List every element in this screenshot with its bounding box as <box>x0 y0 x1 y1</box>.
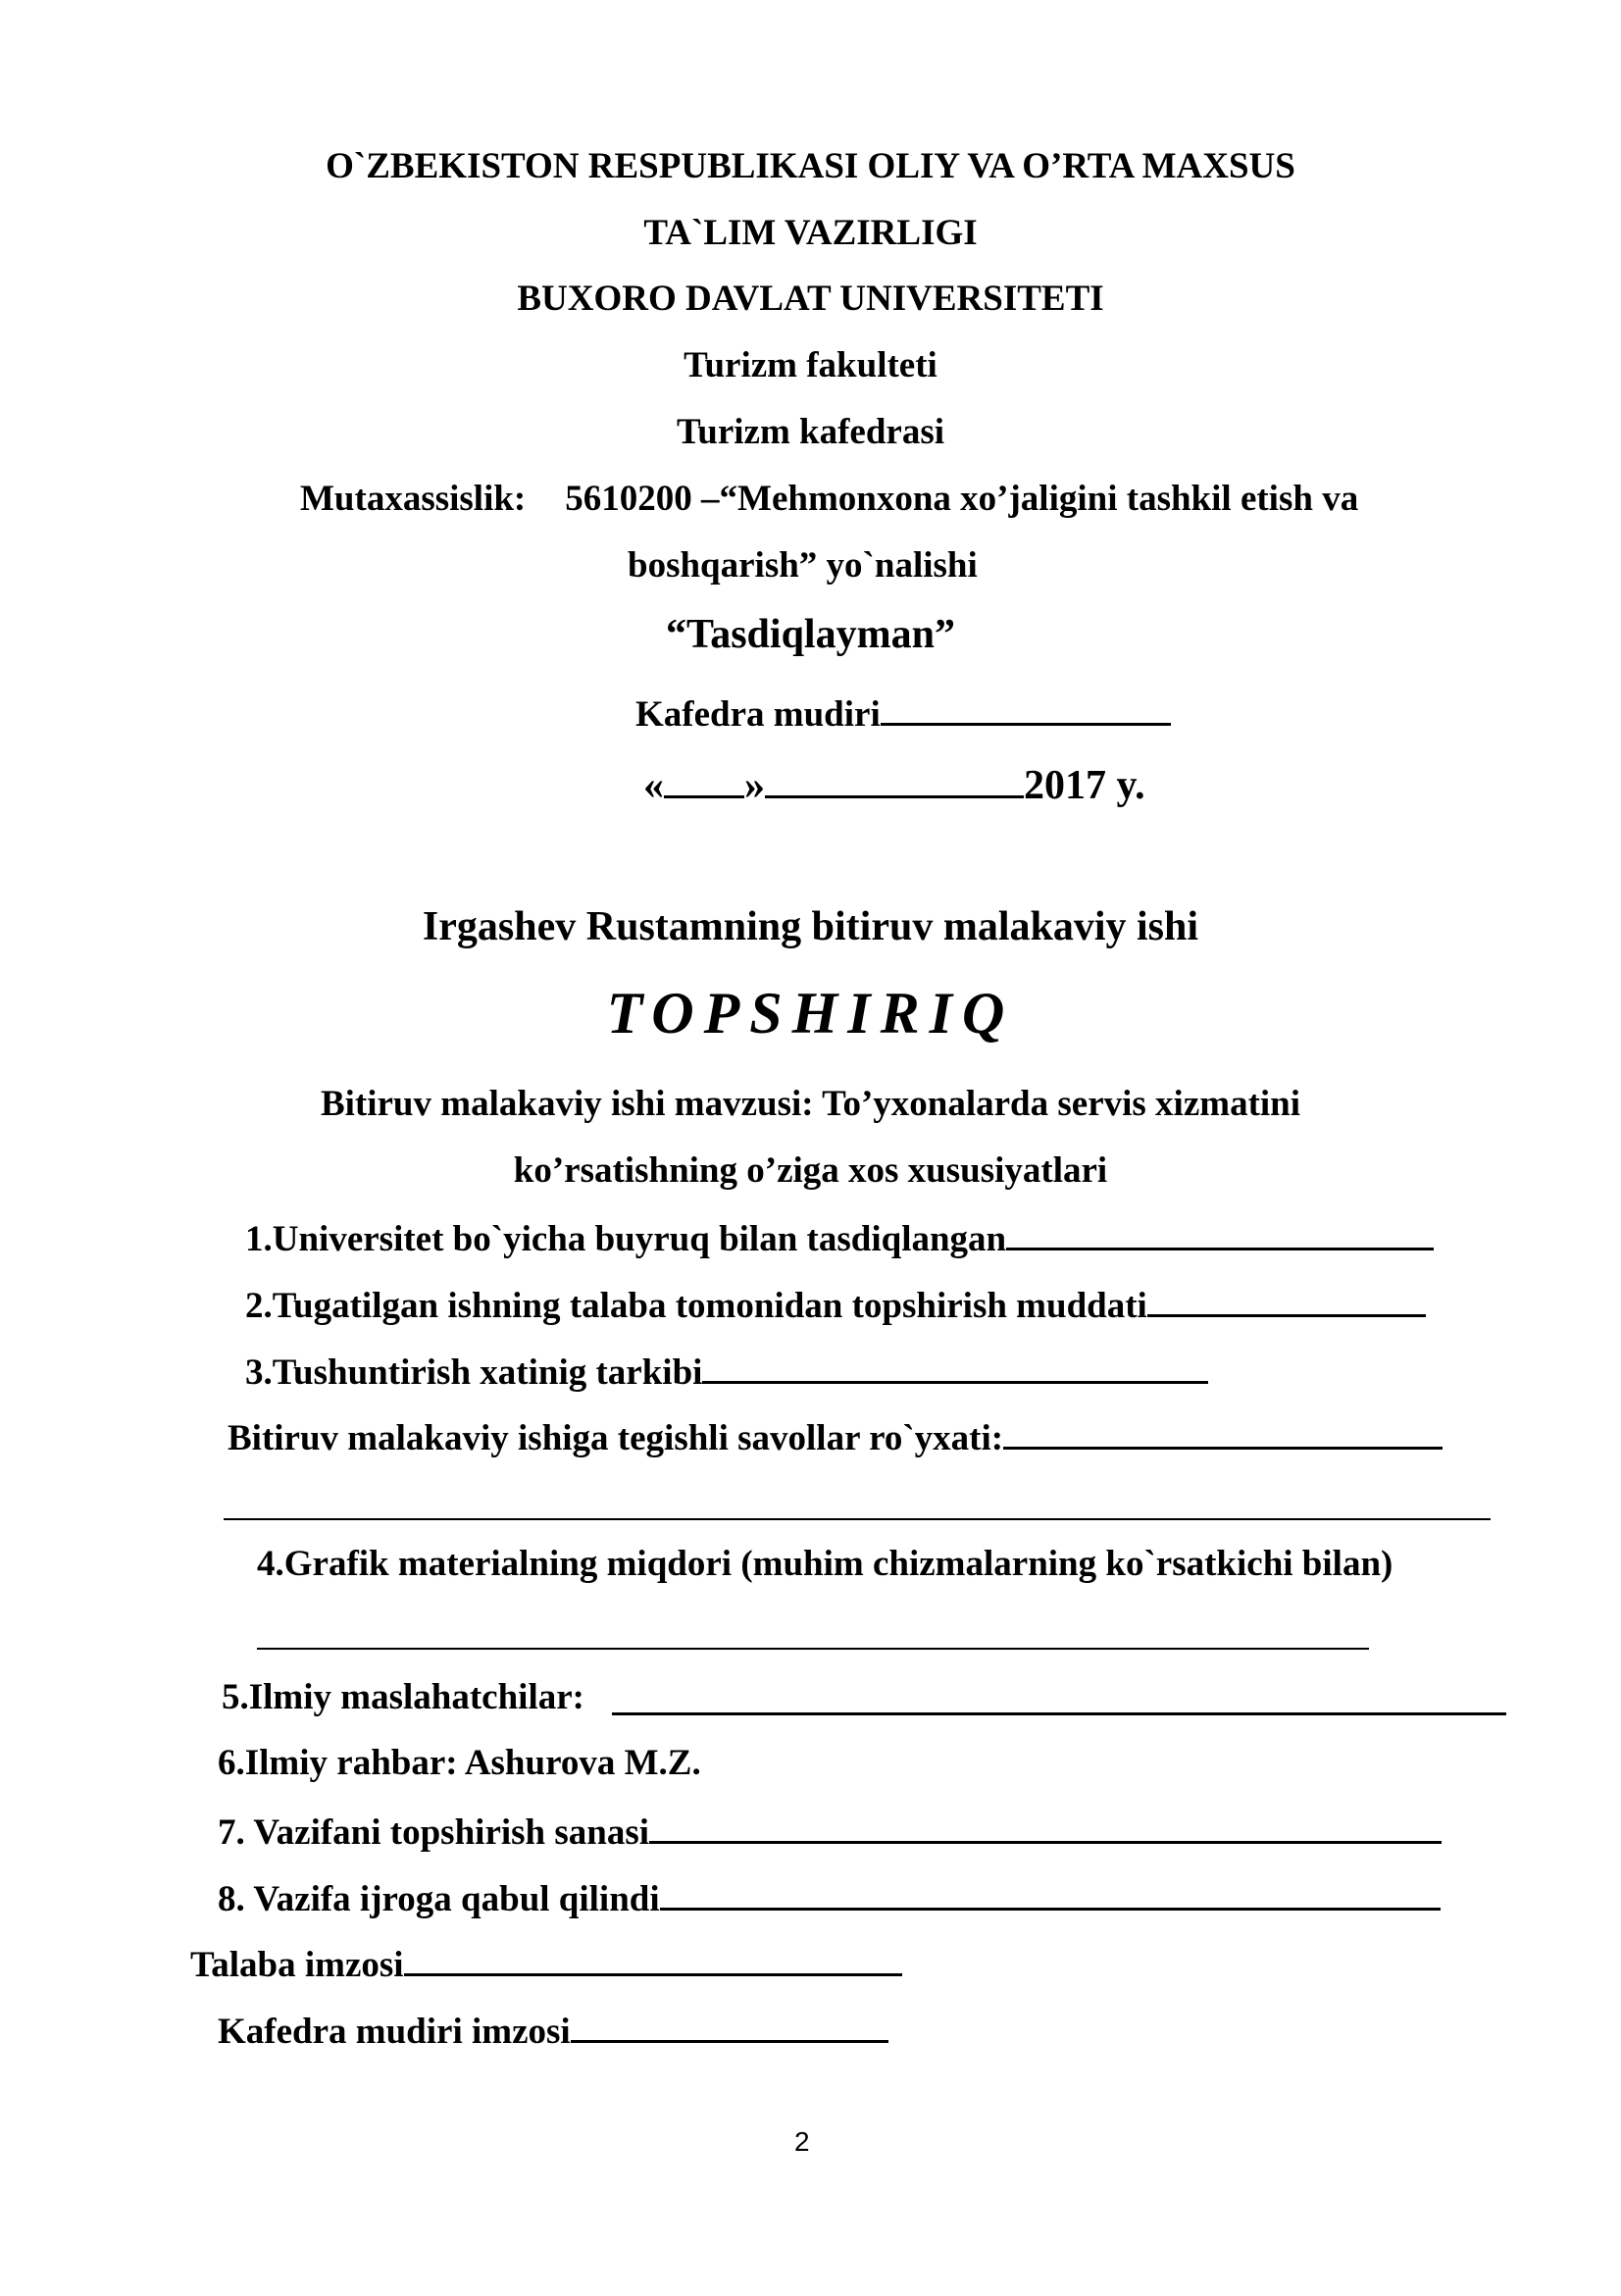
item-4-extra-line <box>257 1648 1369 1650</box>
student-signature-label: Talaba imzosi <box>190 1945 404 1985</box>
specialty-continuation: boshqarish” yo`nalishi <box>628 545 978 586</box>
year: 2017 y. <box>1024 763 1145 808</box>
item-2-blank <box>1147 1281 1426 1317</box>
item-5-text: Ilmiy maslahatchilar: <box>248 1677 584 1717</box>
questions-extra-line <box>224 1518 1491 1520</box>
department-name: Turizm kafedrasi <box>676 412 945 452</box>
approval-title: “Tasdiqlayman” <box>666 612 955 657</box>
item-4 <box>257 1543 1393 1586</box>
head-signature-blank <box>881 689 1171 726</box>
item-3-blank <box>702 1348 1208 1384</box>
item-4-number: 4. <box>257 1544 284 1584</box>
item-6: 6.Ilmiy rahbar: Ashurova M.Z. <box>218 1743 701 1783</box>
item-2 <box>245 1281 1426 1328</box>
student-signature <box>190 1940 902 1987</box>
author-line: Irgashev Rustamning bitiruv malakaviy ishi <box>422 904 1199 949</box>
faculty-name: Turizm fakulteti <box>684 345 937 385</box>
head-signature-line <box>635 689 1171 737</box>
head-label: Kafedra mudiri <box>635 694 881 735</box>
head-signature-label: Kafedra mudiri imzosi <box>218 2012 571 2052</box>
ministry-line-1: O`ZBEKISTON RESPUBLIKASI OLIY VA O’RTA MAXSUS <box>326 146 1295 186</box>
item-3 <box>245 1348 1208 1395</box>
approval-date-line <box>643 761 1145 810</box>
topic-line-1: Bitiruv malakaviy ishi mavzusi: To’yxonalarda servis xizmatini <box>320 1084 1301 1124</box>
page-number: 2 <box>794 2126 810 2157</box>
questions-item <box>228 1413 1443 1460</box>
day-blank <box>664 762 744 798</box>
date-close-quote: » <box>744 763 765 808</box>
document-title: TOPSHIRIQ <box>606 981 1015 1046</box>
topic-line-2: ko’rsatishning o’ziga xos xususiyatlari <box>513 1150 1108 1191</box>
item-5-blank <box>612 1712 1506 1715</box>
item-7 <box>218 1808 1442 1855</box>
questions-text: Bitiruv malakaviy ishiga tegishli savollar ro`yxati: <box>228 1418 1004 1458</box>
item-4-text: Grafik materialning miqdori (muhim chizmalarning ko`rsatkichi bilan) <box>283 1544 1393 1584</box>
university-name: BUXORO DAVLAT UNIVERSITETI <box>517 279 1104 319</box>
item-7-text: 7. Vazifani topshirish sanasi <box>218 1812 650 1853</box>
item-1 <box>245 1214 1434 1261</box>
specialty-value: 5610200 –“Mehmonxona xo’jaligini tashkil etish va <box>565 479 1359 519</box>
item-5-number: 5. <box>222 1677 249 1717</box>
item-8 <box>218 1874 1441 1921</box>
specialty-label: Mutaxassislik: <box>300 479 527 519</box>
item-1-number: 1. <box>245 1219 273 1259</box>
student-signature-blank <box>404 1940 902 1976</box>
item-8-text: 8. Vazifa ijroga qabul qilindi <box>218 1879 660 1919</box>
ministry-line-2: TA`LIM VAZIRLIGI <box>643 213 978 253</box>
item-5 <box>222 1676 584 1719</box>
head-signature-blank-2 <box>571 2007 888 2043</box>
specialty-line <box>300 478 1358 521</box>
item-1-blank <box>1006 1214 1434 1250</box>
date-open-quote: « <box>643 763 664 808</box>
month-blank <box>765 762 1024 798</box>
item-2-text: 2.Tugatilgan ishning talaba tomonidan topshirish muddati <box>245 1286 1147 1326</box>
item-3-text: 3.Tushuntirish xatinig tarkibi <box>245 1352 703 1393</box>
item-1-text: Universitet bo`yicha buyruq bilan tasdiqlangan <box>272 1219 1007 1259</box>
head-signature <box>218 2007 888 2054</box>
item-8-blank <box>660 1874 1441 1911</box>
questions-blank <box>1003 1413 1443 1450</box>
item-7-blank <box>649 1808 1442 1844</box>
